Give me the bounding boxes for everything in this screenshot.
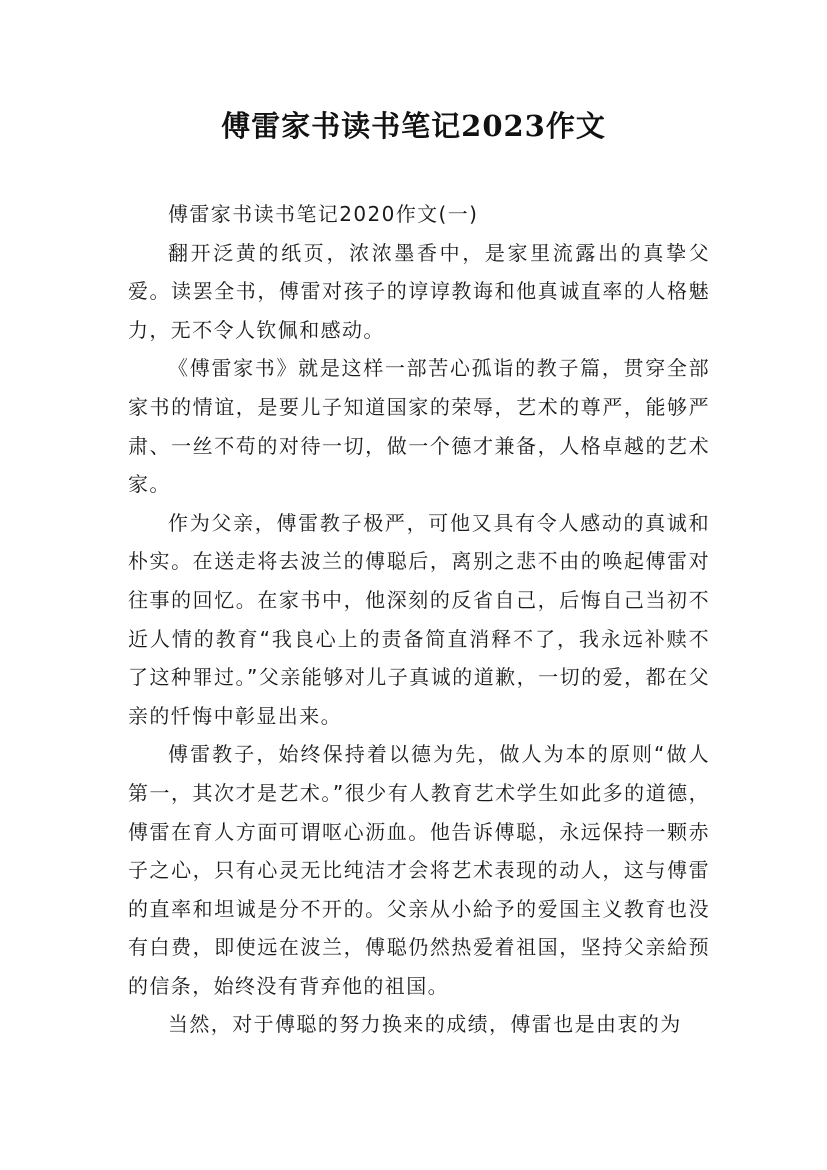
paragraph: 傅雷教子，始终保持着以德为先，做人为本的原则“做人第一，其次才是艺术。”很少有人教育艺术学生如此多的道德，傅雷在育人方面可谓呕心沥血。他告诉傅聪，永远保持一颗赤子之心，只有心灵无比纯洁才会将艺术表现的动人，这与傅雷的直率和坦诚是分不开的。父亲从小給予的爱国主义教育也没有白费，即使远在波兰，傅聪仍然热爱着祖国，坚持父亲給预的信条，始终没有背弃他的祖国。 (128, 742, 710, 998)
paragraph: 《傅雷家书》就是这样一部苦心孤诣的教子篇，贯穿全部家书的情谊，是要儿子知道国家的荣辱，艺术的尊严，能够严肃、一丝不苟的对待一切，做一个德才兼备，人格卓越的艺术家。 (128, 356, 710, 497)
document-body (128, 195, 710, 1044)
paragraph: 翻开泛黄的纸页，浓浓墨香中，是家里流露出的真挚父爱。读罢全书，傅雷对孩子的谆谆教诲和他真诚直率的人格魅力，无不令人钦佩和感动。 (128, 240, 710, 342)
paragraph: 当然，对于傅聪的努力换来的成绩，傅雷也是由衷的为 (168, 1012, 682, 1037)
paragraph: 作为父亲，傅雷教子极严，可他又具有令人感动的真诚和朴实。在送走将去波兰的傅聪后，离别之悲不由的唤起傅雷对往事的回忆。在家书中，他深刻的反省自己，后悔自己当初不近人情的教育“我良心上的责备简直消释不了，我永远补赎不了这种罪过。”父亲能够对儿子真诚的道歉，一切的爱，都在父亲的忏悔中彰显出来。 (128, 510, 710, 728)
document-title: 傅雷家书读书笔记2023作文 (221, 109, 606, 143)
section-heading: 傅雷家书读书笔记2020作文(一) (168, 202, 479, 226)
